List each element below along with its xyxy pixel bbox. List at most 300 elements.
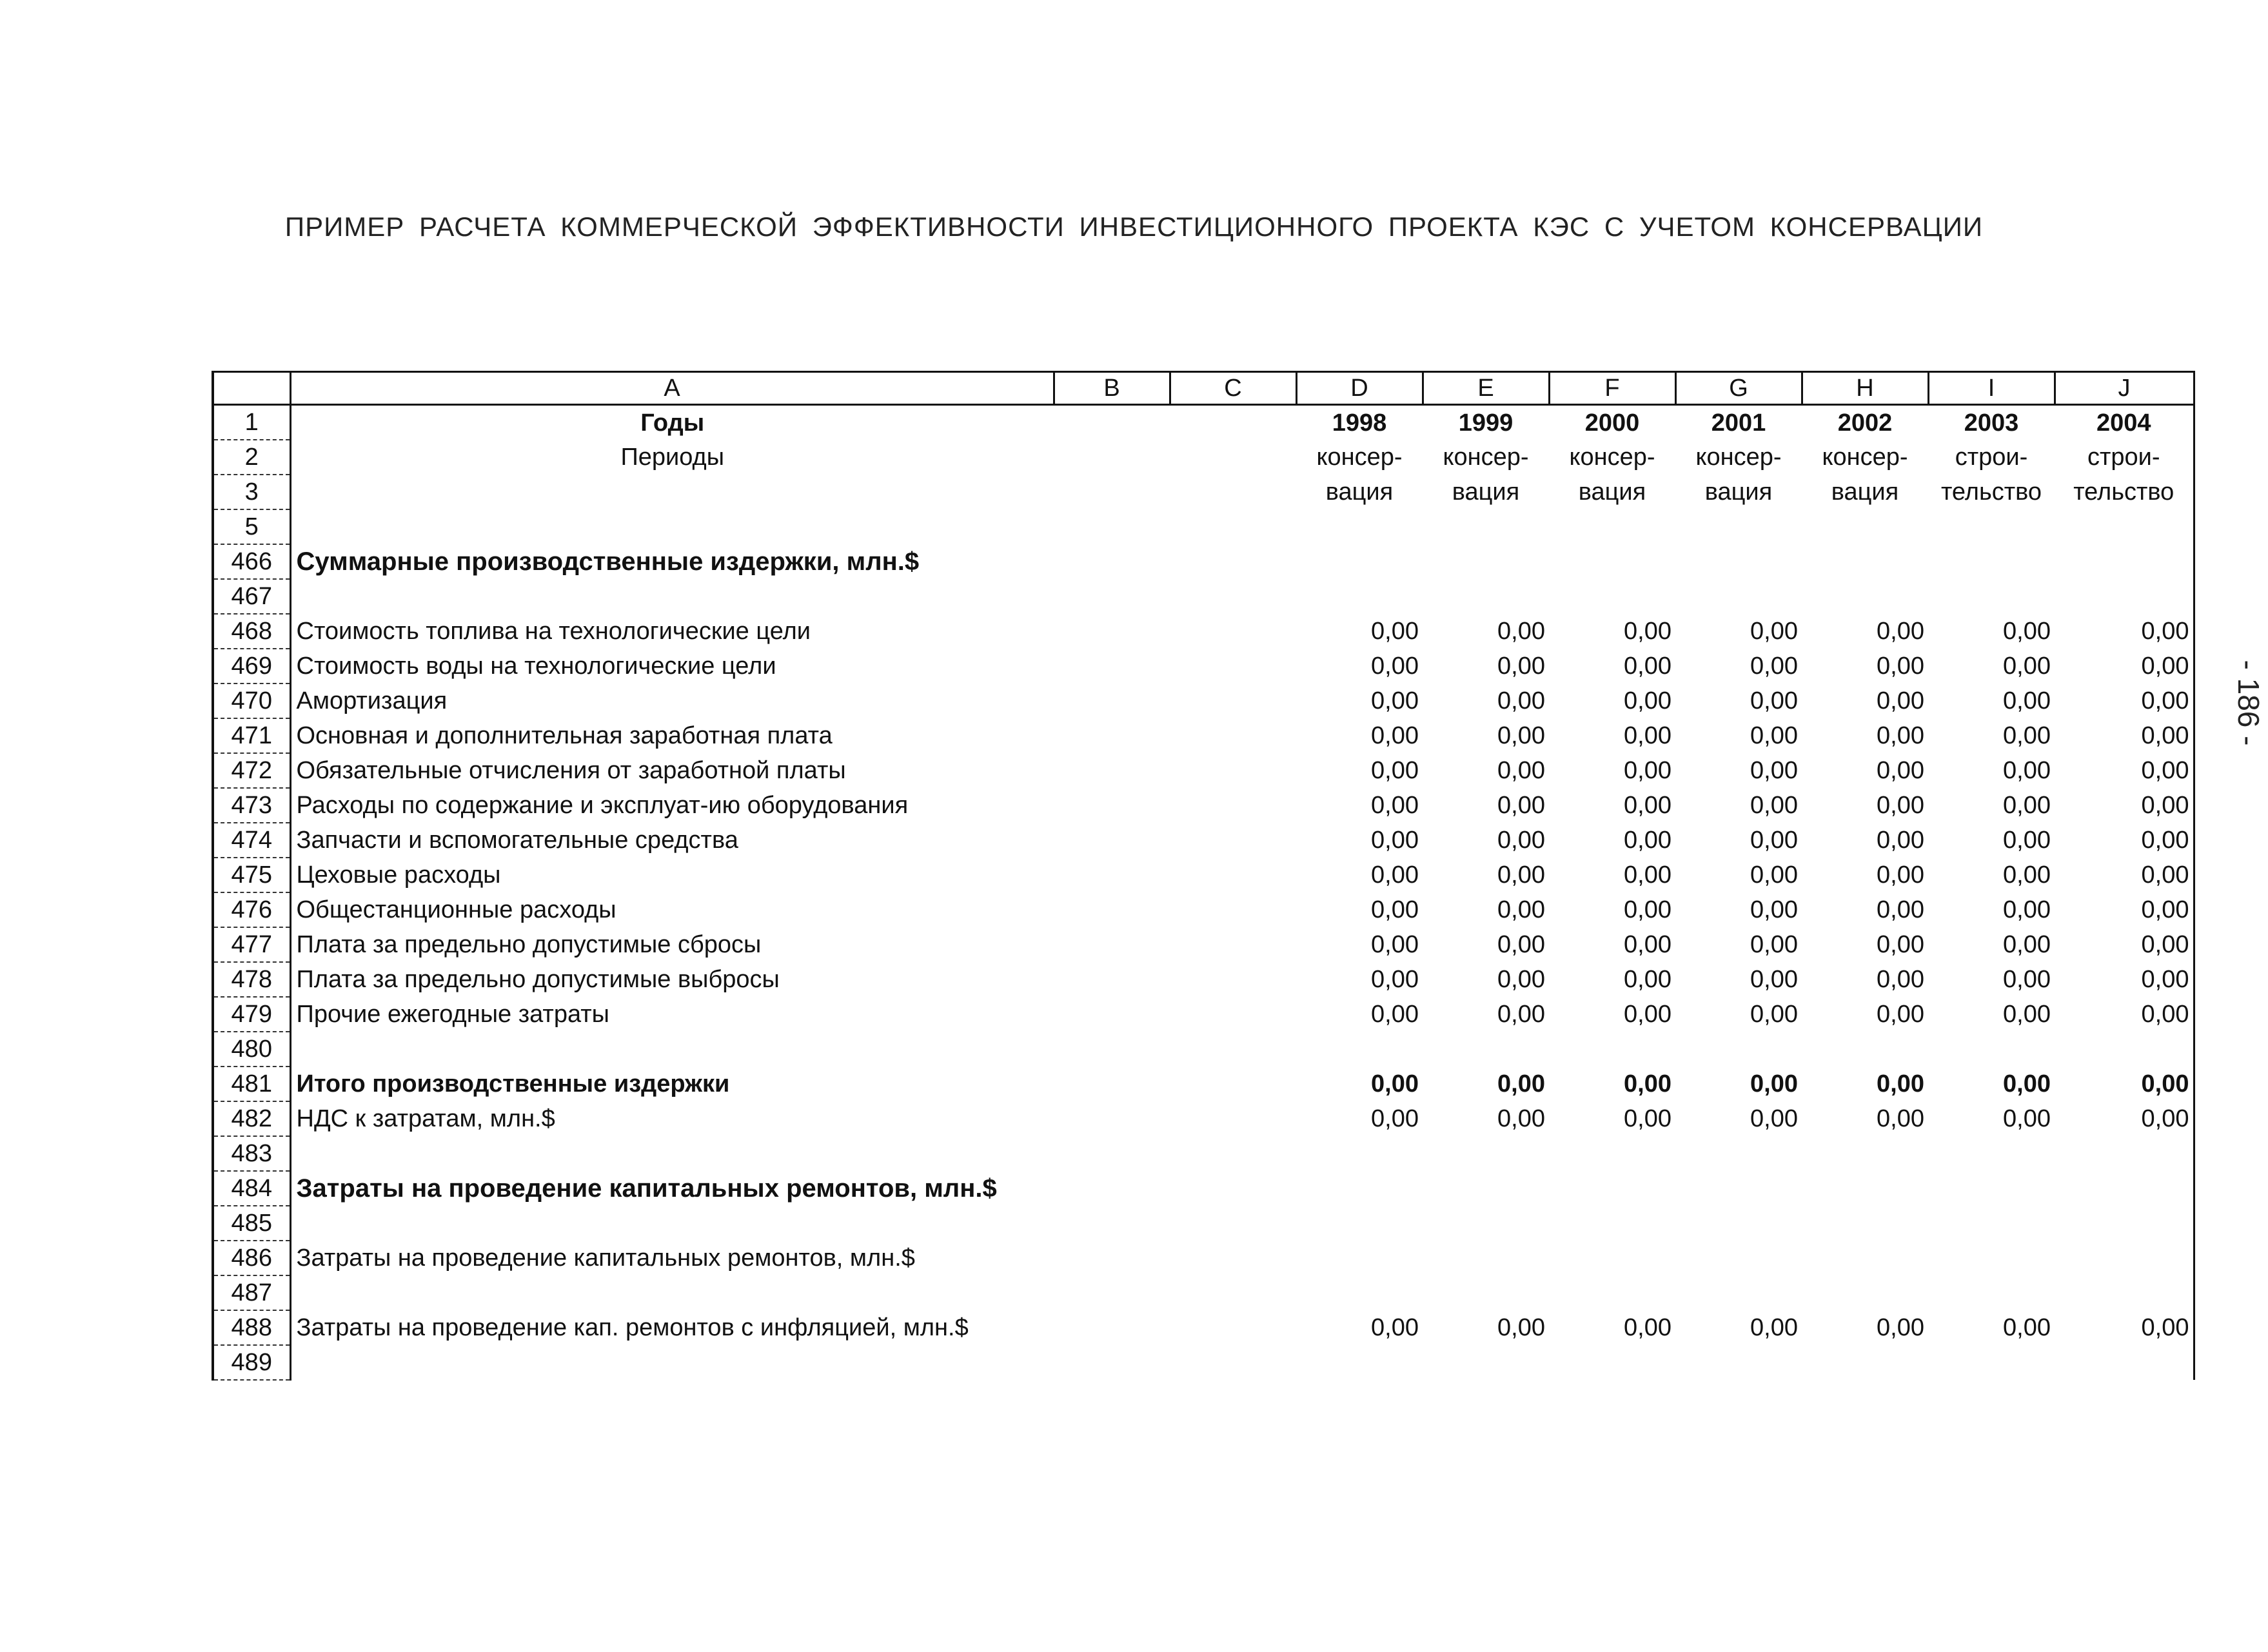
cell-d-value[interactable] (1296, 1345, 1423, 1380)
column-header-a[interactable]: A (290, 372, 1054, 405)
cell-d-value[interactable]: 0,00 (1371, 1001, 1419, 1028)
cell-h-value[interactable]: 0,00 (1877, 722, 1924, 749)
cell-e-value[interactable]: 0,00 (1497, 1314, 1545, 1341)
cell-e-value[interactable]: 0,00 (1497, 861, 1545, 889)
cell-b[interactable] (1054, 649, 1170, 683)
cell-f-value[interactable]: 0,00 (1624, 1070, 1671, 1097)
cell-b[interactable] (1054, 892, 1170, 927)
cell-d-value[interactable]: 0,00 (1371, 1070, 1419, 1097)
row-number[interactable]: 489 (213, 1345, 290, 1380)
cell-f-value[interactable]: 0,00 (1624, 1105, 1671, 1132)
cell-e-value[interactable] (1423, 1241, 1549, 1275)
cell-f-value[interactable] (1549, 1345, 1675, 1380)
cell-b[interactable] (1054, 1101, 1170, 1136)
cell-h-value[interactable]: 0,00 (1877, 1105, 1924, 1132)
row-number[interactable]: 483 (213, 1136, 290, 1171)
cell-h-value[interactable]: 0,00 (1877, 1070, 1924, 1097)
cell-f-value[interactable]: 0,00 (1624, 931, 1671, 958)
row-number[interactable]: 473 (213, 788, 290, 823)
row-number[interactable]: 469 (213, 649, 290, 683)
cell-g-value[interactable] (1675, 1345, 1802, 1380)
cell-a-label[interactable] (290, 1275, 1054, 1310)
cell-b[interactable] (1054, 405, 1170, 440)
cell-j-value[interactable]: 0,00 (2055, 997, 2194, 1032)
cell-c[interactable] (1170, 509, 1296, 544)
cell-g-value[interactable] (1675, 1206, 1802, 1241)
column-header-i[interactable]: I (1928, 372, 2055, 405)
cell-c[interactable] (1170, 997, 1296, 1032)
cell-g-value[interactable]: вация (1704, 478, 1773, 506)
cell-d-value[interactable]: 0,00 (1371, 722, 1419, 749)
cell-d-value[interactable]: 0,00 (1371, 861, 1419, 889)
cell-c[interactable] (1170, 753, 1296, 788)
cell-i-value[interactable]: 0,00 (2003, 618, 2051, 645)
cell-g-value[interactable]: 0,00 (1750, 618, 1798, 645)
row-number[interactable]: 480 (213, 1032, 290, 1067)
cell-e-value[interactable] (1423, 1136, 1549, 1171)
cell-j-value[interactable] (2055, 1345, 2194, 1380)
cell-a-label[interactable]: Итого производственные издержки (296, 1070, 730, 1097)
cell-c[interactable] (1170, 962, 1296, 997)
cell-e-value[interactable] (1423, 544, 1549, 579)
cell-b[interactable] (1054, 753, 1170, 788)
cell-a-label[interactable]: Общестанционные расходы (296, 896, 616, 923)
cell-h-value[interactable] (1802, 1136, 1928, 1171)
cell-g-value[interactable]: 0,00 (1750, 861, 1798, 889)
cell-i-value[interactable]: 0,00 (2003, 757, 2051, 784)
row-number[interactable]: 485 (213, 1206, 290, 1241)
cell-h-value[interactable]: 0,00 (1877, 792, 1924, 819)
cell-d-value[interactable]: 1998 (1332, 409, 1387, 437)
cell-b[interactable] (1054, 962, 1170, 997)
row-number[interactable]: 472 (213, 753, 290, 788)
cell-c[interactable] (1170, 1136, 1296, 1171)
cell-f-value[interactable] (1549, 1275, 1675, 1310)
cell-d-value[interactable] (1296, 1171, 1423, 1206)
cell-j-value[interactable]: 0,00 (2055, 649, 2194, 683)
cell-g-value[interactable]: 0,00 (1750, 687, 1798, 714)
cell-h-value[interactable]: 0,00 (1877, 896, 1924, 923)
cell-h-value[interactable] (1802, 544, 1928, 579)
cell-h-value[interactable]: 0,00 (1877, 861, 1924, 889)
cell-a-label[interactable] (290, 475, 1054, 509)
cell-b[interactable] (1054, 1171, 1170, 1206)
cell-c[interactable] (1170, 927, 1296, 962)
cell-h-value[interactable] (1802, 1275, 1928, 1310)
cell-f-value[interactable]: 0,00 (1624, 757, 1671, 784)
cell-e-value[interactable]: 0,00 (1497, 722, 1545, 749)
cell-d-value[interactable] (1296, 1206, 1423, 1241)
cell-g-value[interactable]: 0,00 (1750, 653, 1798, 680)
cell-h-value[interactable]: 0,00 (1877, 1314, 1924, 1341)
row-number[interactable]: 477 (213, 927, 290, 962)
cell-e-value[interactable]: 0,00 (1497, 618, 1545, 645)
cell-g-value[interactable]: 0,00 (1750, 1001, 1798, 1028)
cell-f-value[interactable] (1549, 1171, 1675, 1206)
cell-j-value[interactable]: 0,00 (2055, 858, 2194, 892)
cell-i-value[interactable] (1928, 1171, 2055, 1206)
cell-e-value[interactable]: 0,00 (1497, 653, 1545, 680)
cell-c[interactable] (1170, 683, 1296, 718)
cell-i-value[interactable] (1928, 1275, 2055, 1310)
cell-e-value[interactable] (1423, 509, 1549, 544)
row-number[interactable]: 5 (213, 509, 290, 544)
cell-j-value[interactable] (2055, 1275, 2194, 1310)
cell-b[interactable] (1054, 544, 1170, 579)
row-number[interactable]: 3 (213, 475, 290, 509)
cell-h-value[interactable]: 0,00 (1877, 653, 1924, 680)
cell-i-value[interactable] (1928, 1345, 2055, 1380)
cell-g-value[interactable]: 0,00 (1750, 896, 1798, 923)
cell-h-value[interactable]: консер- (1822, 444, 1908, 471)
cell-b[interactable] (1054, 1136, 1170, 1171)
cell-i-value[interactable]: 0,00 (2003, 1070, 2051, 1097)
cell-i-value[interactable] (1928, 544, 2055, 579)
cell-h-value[interactable]: 0,00 (1877, 618, 1924, 645)
cell-i-value[interactable]: строи- (1955, 444, 2028, 471)
cell-d-value[interactable]: 0,00 (1371, 931, 1419, 958)
cell-a-label[interactable] (290, 1206, 1054, 1241)
cell-f-value[interactable]: консер- (1569, 444, 1655, 471)
cell-j-value[interactable]: 0,00 (2055, 614, 2194, 649)
cell-d-value[interactable]: 0,00 (1371, 896, 1419, 923)
cell-c[interactable] (1170, 1345, 1296, 1380)
cell-g-value[interactable]: 0,00 (1750, 792, 1798, 819)
cell-c[interactable] (1170, 892, 1296, 927)
cell-i-value[interactable]: 0,00 (2003, 722, 2051, 749)
cell-g-value[interactable] (1675, 1275, 1802, 1310)
cell-a-label[interactable]: Затраты на проведение капитальных ремонтов, млн.$ (296, 1174, 997, 1203)
cell-a-label[interactable]: Прочие ежегодные затраты (296, 1001, 609, 1028)
cell-i-value[interactable] (1928, 579, 2055, 614)
cell-f-value[interactable]: 0,00 (1624, 1001, 1671, 1028)
cell-i-value[interactable]: тельство (1940, 478, 2042, 506)
cell-a-label[interactable]: Затраты на проведение капитальных ремонтов, млн.$ (296, 1244, 915, 1272)
row-number[interactable]: 481 (213, 1067, 290, 1101)
row-number[interactable]: 487 (213, 1275, 290, 1310)
cell-f-value[interactable]: 0,00 (1624, 827, 1671, 854)
cell-f-value[interactable] (1549, 1136, 1675, 1171)
cell-g-value[interactable]: 0,00 (1750, 757, 1798, 784)
row-number[interactable]: 471 (213, 718, 290, 753)
cell-g-value[interactable] (1675, 544, 1802, 579)
cell-c[interactable] (1170, 649, 1296, 683)
cell-d-value[interactable]: 0,00 (1371, 757, 1419, 784)
cell-d-value[interactable] (1296, 509, 1423, 544)
cell-c[interactable] (1170, 1032, 1296, 1067)
cell-e-value[interactable]: вация (1452, 478, 1520, 506)
cell-f-value[interactable]: 0,00 (1624, 896, 1671, 923)
column-header-b[interactable]: B (1054, 372, 1170, 405)
cell-a-label[interactable]: Обязательные отчисления от заработной платы (296, 757, 846, 784)
row-number[interactable]: 478 (213, 962, 290, 997)
cell-b[interactable] (1054, 1032, 1170, 1067)
cell-g-value[interactable] (1675, 579, 1802, 614)
cell-j-value[interactable] (2055, 544, 2194, 579)
cell-j-value[interactable] (2055, 579, 2194, 614)
cell-d-value[interactable] (1296, 1032, 1423, 1067)
select-all-corner[interactable] (213, 372, 290, 405)
cell-d-value[interactable]: 0,00 (1371, 1314, 1419, 1341)
cell-j-value[interactable]: 0,00 (2055, 1067, 2194, 1101)
cell-b[interactable] (1054, 683, 1170, 718)
cell-d-value[interactable]: 0,00 (1371, 653, 1419, 680)
cell-c[interactable] (1170, 718, 1296, 753)
cell-h-value[interactable] (1802, 579, 1928, 614)
cell-f-value[interactable] (1549, 544, 1675, 579)
cell-i-value[interactable] (1928, 1241, 2055, 1275)
cell-a-label[interactable] (290, 509, 1054, 544)
cell-b[interactable] (1054, 1067, 1170, 1101)
cell-f-value[interactable] (1549, 1206, 1675, 1241)
row-number[interactable]: 486 (213, 1241, 290, 1275)
cell-i-value[interactable]: 0,00 (2003, 827, 2051, 854)
cell-a-label[interactable]: НДС к затратам, млн.$ (296, 1105, 555, 1132)
cell-i-value[interactable]: 0,00 (2003, 1314, 2051, 1341)
cell-j-value[interactable]: 0,00 (2055, 1310, 2194, 1345)
cell-e-value[interactable]: 0,00 (1497, 792, 1545, 819)
cell-d-value[interactable] (1296, 544, 1423, 579)
row-number[interactable]: 468 (213, 614, 290, 649)
cell-a-label[interactable]: Основная и дополнительная заработная плата (296, 722, 833, 749)
cell-d-value[interactable] (1296, 1275, 1423, 1310)
cell-c[interactable] (1170, 1310, 1296, 1345)
cell-b[interactable] (1054, 858, 1170, 892)
cell-h-value[interactable]: 2002 (1837, 409, 1893, 437)
cell-e-value[interactable] (1423, 1171, 1549, 1206)
cell-g-value[interactable]: 2001 (1711, 409, 1766, 437)
cell-c[interactable] (1170, 1067, 1296, 1101)
cell-j-value[interactable]: 2004 (2055, 405, 2194, 440)
row-number[interactable]: 475 (213, 858, 290, 892)
cell-c[interactable] (1170, 405, 1296, 440)
cell-c[interactable] (1170, 614, 1296, 649)
cell-a-label[interactable] (290, 579, 1054, 614)
column-header-f[interactable]: F (1549, 372, 1675, 405)
cell-c[interactable] (1170, 544, 1296, 579)
row-number[interactable]: 484 (213, 1171, 290, 1206)
cell-b[interactable] (1054, 788, 1170, 823)
cell-i-value[interactable]: 0,00 (2003, 861, 2051, 889)
cell-g-value[interactable] (1675, 1032, 1802, 1067)
cell-d-value[interactable]: 0,00 (1371, 966, 1419, 993)
cell-b[interactable] (1054, 718, 1170, 753)
cell-b[interactable] (1054, 509, 1170, 544)
cell-d-value[interactable]: консер- (1316, 444, 1403, 471)
cell-e-value[interactable]: 0,00 (1497, 827, 1545, 854)
cell-g-value[interactable]: 0,00 (1750, 1070, 1798, 1097)
cell-e-value[interactable] (1423, 579, 1549, 614)
cell-a-label[interactable]: Стоимость топлива на технологические цели (296, 618, 811, 645)
column-header-j[interactable]: J (2055, 372, 2194, 405)
cell-g-value[interactable]: консер- (1695, 444, 1782, 471)
cell-a-label[interactable]: Периоды (620, 444, 725, 471)
cell-i-value[interactable]: 0,00 (2003, 896, 2051, 923)
cell-a-label[interactable]: Плата за предельно допустимые выбросы (296, 966, 780, 993)
cell-f-value[interactable]: 0,00 (1624, 1314, 1671, 1341)
cell-g-value[interactable]: 0,00 (1750, 827, 1798, 854)
cell-a-label[interactable]: Стоимость воды на технологические цели (296, 653, 776, 680)
cell-i-value[interactable] (1928, 1206, 2055, 1241)
cell-h-value[interactable]: 0,00 (1877, 757, 1924, 784)
cell-j-value[interactable]: 0,00 (2055, 892, 2194, 927)
cell-c[interactable] (1170, 579, 1296, 614)
cell-e-value[interactable]: 0,00 (1497, 1105, 1545, 1132)
row-number[interactable]: 479 (213, 997, 290, 1032)
cell-h-value[interactable]: 0,00 (1877, 687, 1924, 714)
cell-e-value[interactable]: 0,00 (1497, 896, 1545, 923)
cell-e-value[interactable] (1423, 1345, 1549, 1380)
cell-h-value[interactable] (1802, 1241, 1928, 1275)
cell-b[interactable] (1054, 1275, 1170, 1310)
cell-f-value[interactable]: вация (1578, 478, 1646, 506)
cell-g-value[interactable]: 0,00 (1750, 722, 1798, 749)
column-header-c[interactable]: C (1170, 372, 1296, 405)
cell-c[interactable] (1170, 475, 1296, 509)
cell-b[interactable] (1054, 927, 1170, 962)
cell-j-value[interactable]: 0,00 (2055, 962, 2194, 997)
cell-h-value[interactable]: 0,00 (1877, 1001, 1924, 1028)
cell-f-value[interactable]: 2000 (1584, 409, 1640, 437)
row-number[interactable]: 467 (213, 579, 290, 614)
cell-a-label[interactable]: Суммарные производственные издержки, млн.$ (296, 547, 920, 576)
cell-j-value[interactable] (2055, 1241, 2194, 1275)
row-number[interactable]: 476 (213, 892, 290, 927)
cell-j-value[interactable]: строи- (2055, 440, 2194, 475)
cell-d-value[interactable]: вация (1325, 478, 1394, 506)
cell-i-value[interactable]: 0,00 (2003, 653, 2051, 680)
row-number[interactable]: 1 (213, 405, 290, 440)
cell-c[interactable] (1170, 1241, 1296, 1275)
cell-b[interactable] (1054, 997, 1170, 1032)
cell-j-value[interactable] (2055, 509, 2194, 544)
row-number[interactable]: 474 (213, 823, 290, 858)
cell-e-value[interactable]: консер- (1443, 444, 1529, 471)
cell-j-value[interactable]: 0,00 (2055, 788, 2194, 823)
cell-e-value[interactable]: 0,00 (1497, 1001, 1545, 1028)
cell-f-value[interactable] (1549, 509, 1675, 544)
cell-c[interactable] (1170, 1171, 1296, 1206)
row-number[interactable]: 488 (213, 1310, 290, 1345)
cell-f-value[interactable]: 0,00 (1624, 861, 1671, 889)
cell-j-value[interactable]: 0,00 (2055, 753, 2194, 788)
cell-j-value[interactable]: 0,00 (2055, 718, 2194, 753)
cell-g-value[interactable] (1675, 1171, 1802, 1206)
cell-a-label[interactable]: Затраты на проведение кап. ремонтов с инфляцией, млн.$ (296, 1314, 969, 1341)
cell-g-value[interactable]: 0,00 (1750, 931, 1798, 958)
cell-a-label[interactable]: Запчасти и вспомогательные средства (296, 827, 738, 854)
cell-a-label[interactable] (290, 1345, 1054, 1380)
cell-d-value[interactable]: 0,00 (1371, 1105, 1419, 1132)
cell-a-label[interactable]: Годы (640, 409, 705, 437)
row-number[interactable]: 2 (213, 440, 290, 475)
cell-e-value[interactable]: 0,00 (1497, 931, 1545, 958)
cell-i-value[interactable]: 0,00 (2003, 687, 2051, 714)
cell-j-value[interactable] (2055, 1032, 2194, 1067)
cell-h-value[interactable] (1802, 1032, 1928, 1067)
cell-c[interactable] (1170, 1275, 1296, 1310)
cell-b[interactable] (1054, 1310, 1170, 1345)
cell-j-value[interactable] (2055, 1206, 2194, 1241)
cell-c[interactable] (1170, 1101, 1296, 1136)
cell-j-value[interactable]: 0,00 (2055, 823, 2194, 858)
cell-i-value[interactable]: 0,00 (2003, 1105, 2051, 1132)
cell-a-label[interactable]: Амортизация (296, 687, 448, 714)
cell-j-value[interactable]: 0,00 (2055, 683, 2194, 718)
cell-d-value[interactable]: 0,00 (1371, 618, 1419, 645)
cell-b[interactable] (1054, 1345, 1170, 1380)
cell-f-value[interactable]: 0,00 (1624, 618, 1671, 645)
column-header-d[interactable]: D (1296, 372, 1423, 405)
cell-f-value[interactable]: 0,00 (1624, 722, 1671, 749)
cell-d-value[interactable] (1296, 579, 1423, 614)
cell-j-value[interactable]: 0,00 (2055, 1101, 2194, 1136)
cell-b[interactable] (1054, 440, 1170, 475)
cell-e-value[interactable] (1423, 1275, 1549, 1310)
cell-i-value[interactable]: 0,00 (2003, 966, 2051, 993)
cell-g-value[interactable] (1675, 509, 1802, 544)
cell-i-value[interactable]: 0,00 (2003, 1001, 2051, 1028)
cell-j-value[interactable]: 0,00 (2055, 927, 2194, 962)
cell-c[interactable] (1170, 788, 1296, 823)
column-header-g[interactable]: G (1675, 372, 1802, 405)
cell-a-label[interactable] (290, 1032, 1054, 1067)
cell-g-value[interactable]: 0,00 (1750, 1314, 1798, 1341)
cell-e-value[interactable]: 1999 (1458, 409, 1514, 437)
cell-d-value[interactable]: 0,00 (1371, 827, 1419, 854)
cell-e-value[interactable] (1423, 1206, 1549, 1241)
cell-e-value[interactable]: 0,00 (1497, 966, 1545, 993)
cell-j-value[interactable]: тельство (2055, 475, 2194, 509)
cell-e-value[interactable] (1423, 1032, 1549, 1067)
cell-f-value[interactable] (1549, 1241, 1675, 1275)
cell-f-value[interactable] (1549, 1032, 1675, 1067)
row-number[interactable]: 470 (213, 683, 290, 718)
cell-c[interactable] (1170, 823, 1296, 858)
cell-a-label[interactable]: Расходы по содержание и эксплуат-ию оборудования (296, 792, 909, 819)
cell-g-value[interactable]: 0,00 (1750, 966, 1798, 993)
cell-d-value[interactable] (1296, 1241, 1423, 1275)
cell-g-value[interactable] (1675, 1136, 1802, 1171)
cell-e-value[interactable]: 0,00 (1497, 687, 1545, 714)
cell-c[interactable] (1170, 440, 1296, 475)
cell-h-value[interactable]: 0,00 (1877, 931, 1924, 958)
cell-h-value[interactable]: 0,00 (1877, 966, 1924, 993)
cell-h-value[interactable] (1802, 1345, 1928, 1380)
cell-a-label[interactable] (290, 1136, 1054, 1171)
cell-i-value[interactable] (1928, 509, 2055, 544)
cell-h-value[interactable] (1802, 1206, 1928, 1241)
column-header-h[interactable]: H (1802, 372, 1928, 405)
cell-i-value[interactable]: 0,00 (2003, 792, 2051, 819)
cell-e-value[interactable]: 0,00 (1497, 757, 1545, 784)
cell-b[interactable] (1054, 823, 1170, 858)
cell-i-value[interactable] (1928, 1032, 2055, 1067)
cell-h-value[interactable] (1802, 1171, 1928, 1206)
cell-c[interactable] (1170, 858, 1296, 892)
cell-g-value[interactable] (1675, 1241, 1802, 1275)
row-number[interactable]: 466 (213, 544, 290, 579)
cell-h-value[interactable]: вация (1831, 478, 1899, 506)
cell-g-value[interactable]: 0,00 (1750, 1105, 1798, 1132)
cell-d-value[interactable]: 0,00 (1371, 687, 1419, 714)
cell-b[interactable] (1054, 1241, 1170, 1275)
cell-d-value[interactable] (1296, 1136, 1423, 1171)
cell-h-value[interactable] (1802, 509, 1928, 544)
cell-f-value[interactable] (1549, 579, 1675, 614)
cell-b[interactable] (1054, 579, 1170, 614)
cell-b[interactable] (1054, 1206, 1170, 1241)
